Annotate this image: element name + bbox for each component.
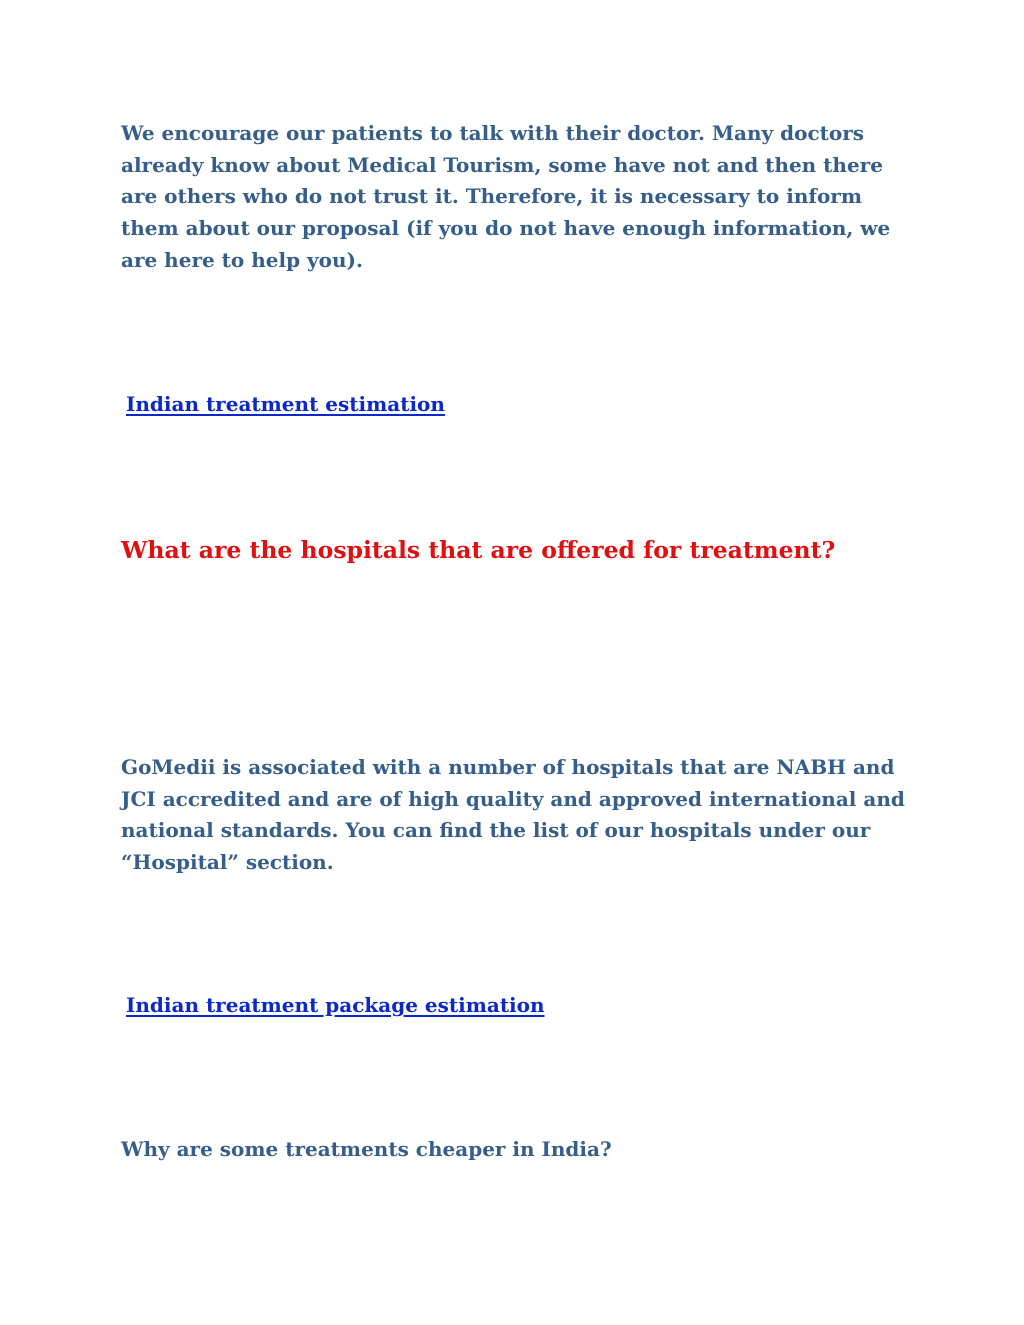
indian-treatment-estimation-link[interactable]: Indian treatment estimation [126, 392, 445, 416]
intro-paragraph: We encourage our patients to talk with their doctor. Many doctors already know about Medical Tourism, some have not and then there are others who do not trust it. Therefore, it is necessary to inform them about our proposal (if you do not have enough information, we are here to help you). [121, 121, 891, 272]
indian-treatment-package-estimation-link[interactable]: Indian treatment package estimation [126, 993, 545, 1017]
hospitals-heading: What are the hospitals that are offered for treatment? [121, 536, 836, 564]
cheaper-treatments-question: Why are some treatments cheaper in India? [121, 1137, 612, 1161]
hospitals-paragraph: GoMedii is associated with a number of hospitals that are NABH and JCI accredited and are of high quality and approved international and national standards. You can find the list of our hospitals under our “Hospital” section. [121, 755, 905, 875]
